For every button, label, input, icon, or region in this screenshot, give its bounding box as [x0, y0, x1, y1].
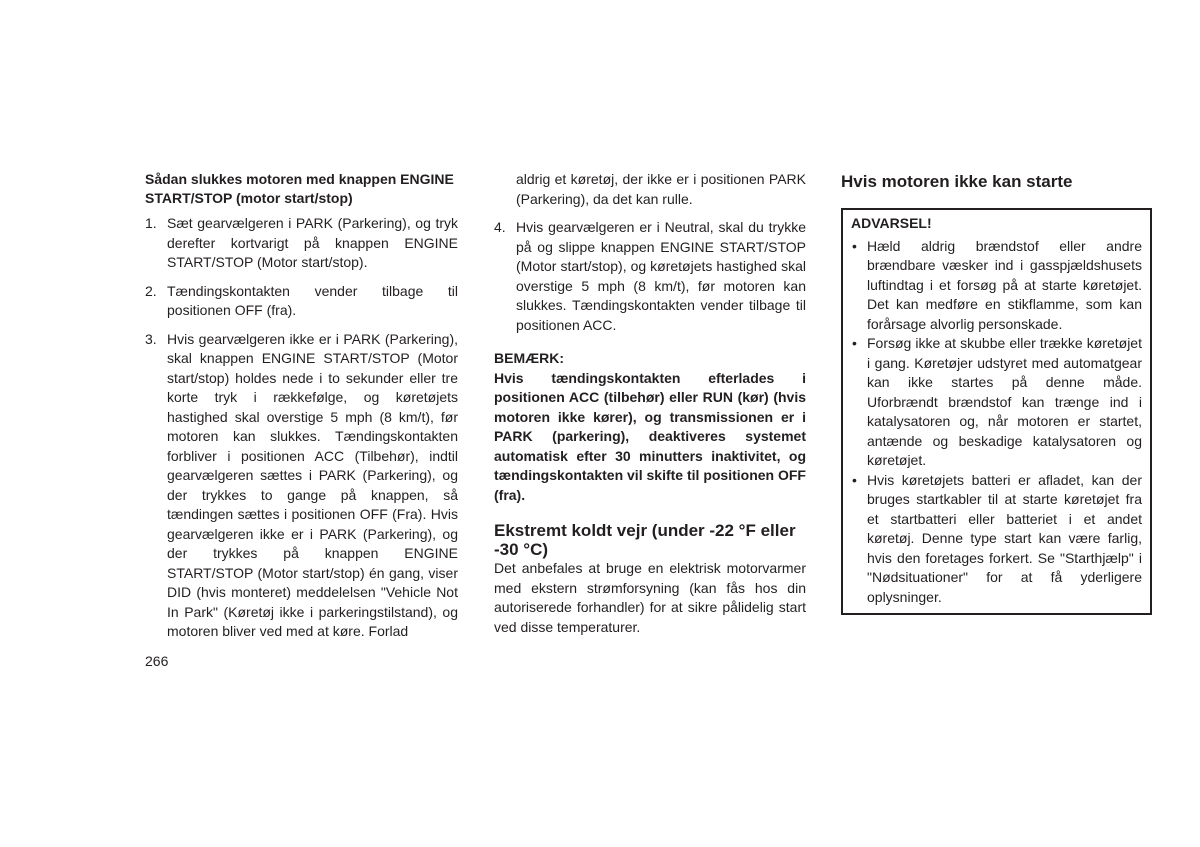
bullet-icon: • — [852, 237, 857, 254]
note-text: Hvis tændingskontakten efterlades i positionen ACC (tilbehør) eller RUN (kør) (hvis motoren ikke kører), og transmissionen er i PARK (parkering), deaktiveres systemet automatisk efter 30 minutters inaktivitet, og tændingskontakten vil skifte til positionen OFF (fra). — [494, 369, 806, 503]
section-heading: Sådan slukkes motoren med knappen ENGINE START/STOP (motor start/stop) — [145, 171, 454, 206]
warning-box — [841, 208, 1152, 615]
step-number: 2. — [145, 282, 157, 299]
list-item — [851, 471, 1142, 608]
step-text: Tændingskontakten vender tilbage til positionen OFF (fra). — [167, 282, 458, 318]
bullet-text: Forsøg ikke at skubbe eller trække køretøjet i gang. Køretøjer udstyret med automatgear kan ikke startes på denne måde. Uforbrændt brændstof kan trænge ind i katalysatoren og, når motoren er startet, antænde og beskadige katalysatoren og køretøjet. — [867, 335, 1142, 468]
bullet-text: Hæld aldrig brændstof eller andre brændbare væsker ind i gasspjældshusets luftindtag i et forsøg på at starte køretøjet. Det kan medføre en stikflamme, som kan forårsage alvorlig personskade. — [867, 237, 1142, 332]
list-item — [851, 334, 1142, 471]
page-number: 266 — [145, 653, 169, 669]
note-title: BEMÆRK: — [494, 350, 564, 366]
step-text: Sæt gearvælgeren i PARK (Parkering), og tryk derefter kortvarigt på knappen ENGINE START/STOP (Motor start/stop). — [167, 215, 458, 270]
step-number: 4. — [494, 219, 506, 235]
middle-column — [494, 170, 806, 637]
bullet-icon: • — [852, 471, 857, 488]
warning-title: ADVARSEL! — [851, 215, 932, 231]
step-text: Hvis gearvælgeren er i Neutral, skal du trykke på og slippe knappen ENGINE START/STOP (Motor start/stop), og køretøjets hastighed skal overstige 5 mph (8 km/t), før motoren kan slukkes. Tændingskontakten vender tilbage til positionen ACC. — [516, 219, 806, 333]
step-number: 3. — [145, 330, 157, 347]
list-item — [145, 282, 458, 321]
steps-list — [145, 214, 458, 642]
left-column — [145, 170, 458, 651]
steps-list — [494, 218, 806, 335]
bullet-icon: • — [852, 335, 857, 351]
list-item — [851, 237, 1142, 335]
section-heading: Hvis motoren ikke kan starte — [841, 172, 1073, 191]
continued-text: aldrig et køretøj, der ikke er i positionen PARK (Parkering), da det kan rulle. — [516, 171, 806, 207]
right-column — [841, 170, 1152, 615]
list-item — [145, 330, 458, 642]
list-item — [494, 218, 806, 335]
warning-list — [851, 237, 1142, 608]
step-number: 1. — [145, 215, 157, 231]
bullet-text: Hvis køretøjets batteri er afladet, kan der bruges startkabler til at starte køretøjet fra et startbatteri eller batteriet i et andet køretøj. Denne type start kan være farlig, hvis den foretages forkert. Se "Starthjælp" i "Nødsituationer" for at få yderligere oplysninger. — [867, 471, 1142, 605]
step-text: Hvis gearvælgeren ikke er i PARK (Parkering), skal knappen ENGINE START/STOP (Motor start/stop) holdes nede i to sekunder eller tre korte tryk i rækkefølge, og køretøjets hastighed skal overstige 5 mph (8 km/t), før motoren kan slukkes. Tændingskontakten forbliver i positionen ACC (Tilbehør), indtil gearvælgeren sættes i PARK (Parkering), og der trykkes to gange på knappen, så tændingen sættes i positionen OFF (Fra). Hvis gearvælgeren ikke er i PARK (Parkering), og der trykkes på knappen ENGINE START/STOP (Motor start/stop) én gang, viser DID (hvis monteret) meddelelsen "Vehicle Not In Park" (Køretøj ikke i parkeringstilstand), og motoren bliver ved med at køre. Forlad — [167, 330, 458, 639]
cold-weather-heading: Ekstremt koldt vejr (under -22 °F eller -30 °C) — [494, 521, 796, 559]
cold-weather-text: Det anbefales at bruge en elektrisk motorvarmer med ekstern strømforsyning (kan fås hos din autoriserede forhandler) for at sikre pålidelig start ved disse temperaturer. — [494, 560, 806, 635]
list-item — [145, 214, 458, 273]
